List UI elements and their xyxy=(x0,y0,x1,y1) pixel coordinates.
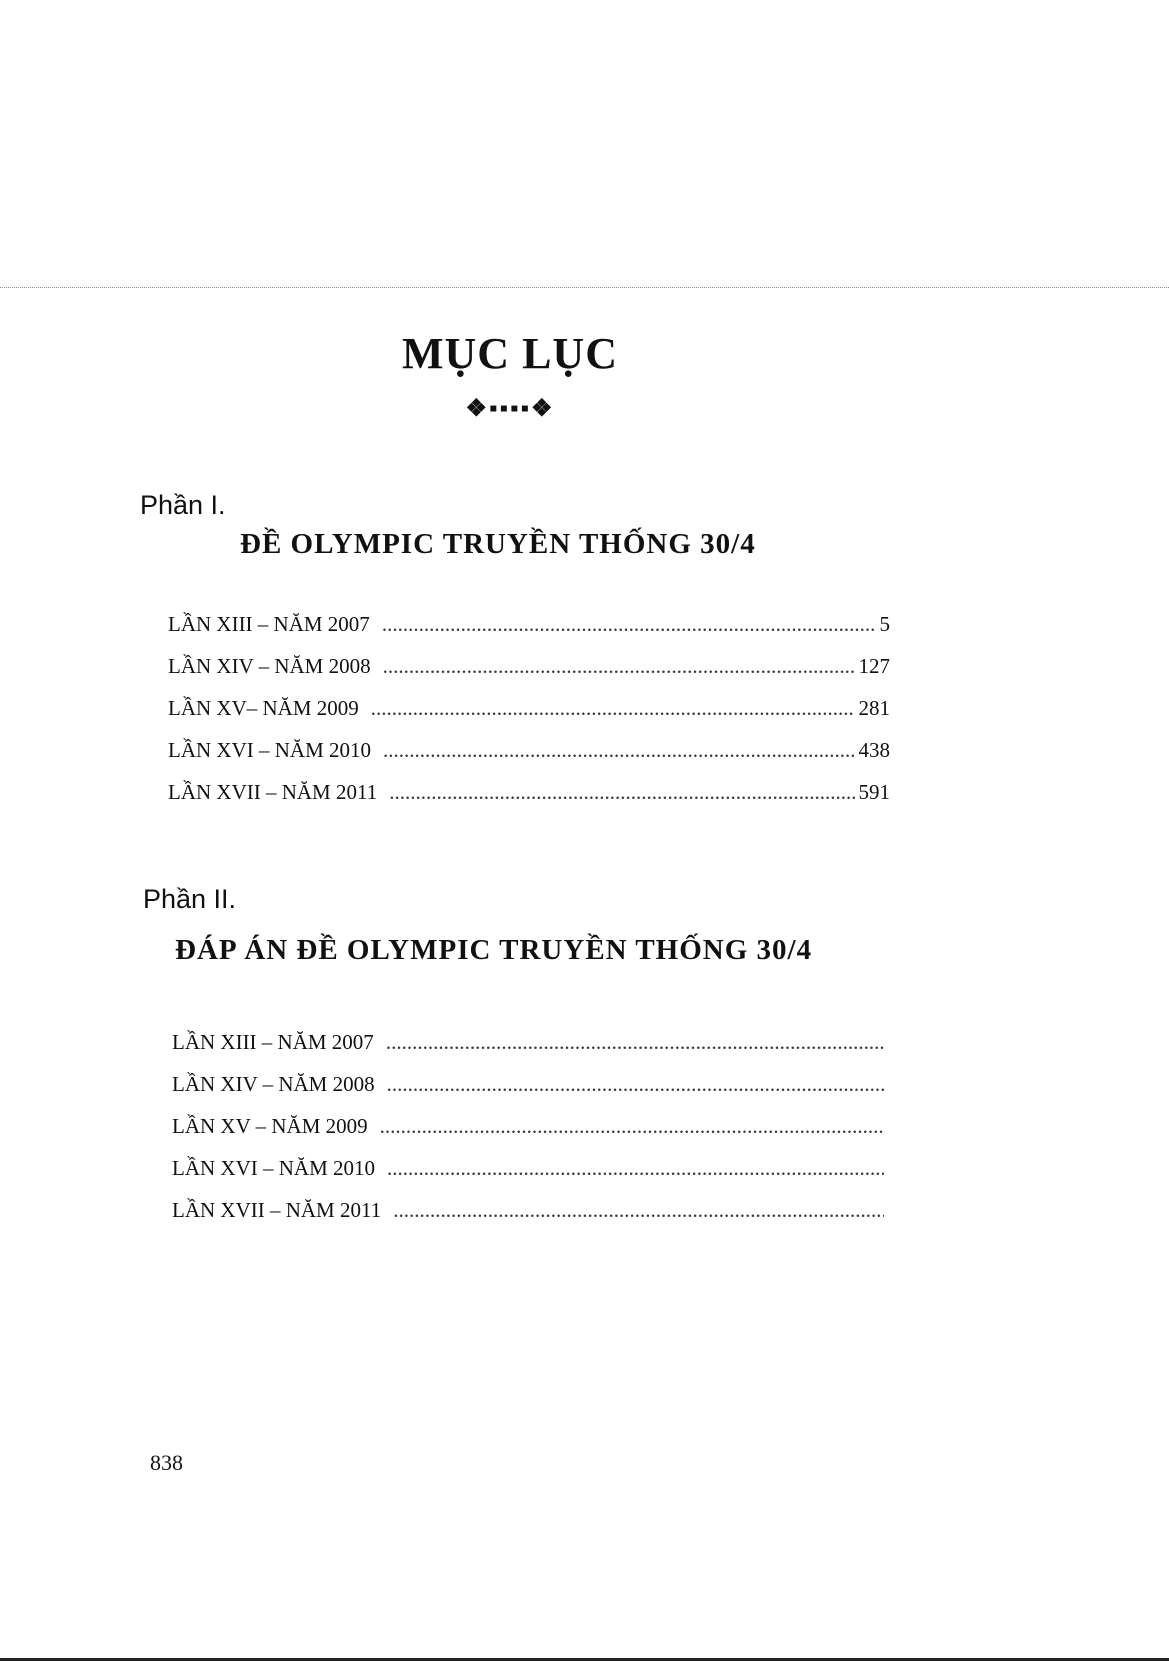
toc-leader-dots xyxy=(393,1198,884,1223)
toc-leader-dots xyxy=(382,612,876,637)
toc-entry-label: LẦN XVII – NĂM 2011 xyxy=(172,1198,382,1222)
part1-heading: ĐỀ OLYMPIC TRUYỀN THỐNG 30/4 xyxy=(240,528,756,560)
toc-leader-dots xyxy=(380,1114,884,1139)
part2-heading: ĐÁP ÁN ĐỀ OLYMPIC TRUYỀN THỐNG 30/4 xyxy=(175,934,813,966)
toc-entry[interactable] xyxy=(168,738,890,780)
toc-entry-page: 438 xyxy=(858,738,890,762)
toc-leader-dots xyxy=(386,1030,884,1055)
ornament-divider: ❖▪▪▪▪❖ xyxy=(465,396,555,422)
toc-entry-label: LẦN XVII – NĂM 2011 xyxy=(168,780,378,804)
toc-entry-label: LẦN XIV – NĂM 2008 xyxy=(168,654,371,678)
toc-entry[interactable] xyxy=(172,1156,888,1198)
toc-entry[interactable] xyxy=(172,1030,888,1072)
toc-entry-label: LẦN XVI – NĂM 2010 xyxy=(172,1156,375,1180)
toc-entry-label: LẦN XIII – NĂM 2007 xyxy=(168,612,370,636)
toc-leader-dots xyxy=(389,780,854,805)
toc-entry[interactable] xyxy=(168,654,890,696)
part2-toc-list xyxy=(172,1030,888,1240)
toc-entry[interactable] xyxy=(168,780,890,822)
toc-entry-label: LẦN XIV – NĂM 2008 xyxy=(172,1072,375,1096)
part2-label: Phần II. xyxy=(143,884,237,914)
toc-entry-label: LẦN XV – NĂM 2009 xyxy=(172,1114,368,1138)
toc-entry-page: 5 xyxy=(879,612,890,636)
toc-leader-dots xyxy=(371,696,855,721)
part1-toc-list xyxy=(168,612,890,822)
toc-entry[interactable] xyxy=(168,696,890,738)
page-title: MỤC LỤC xyxy=(402,329,618,378)
toc-entry[interactable] xyxy=(172,1072,888,1114)
toc-leader-dots xyxy=(387,1156,884,1181)
toc-entry[interactable] xyxy=(168,612,890,654)
toc-entry[interactable] xyxy=(172,1114,888,1156)
toc-leader-dots xyxy=(383,738,855,763)
toc-entry-label: LẦN XIII – NĂM 2007 xyxy=(172,1030,374,1054)
toc-entry-page: 591 xyxy=(858,780,890,804)
page-number: 838 xyxy=(150,1450,183,1475)
toc-leader-dots xyxy=(383,654,855,679)
toc-entry-page: 281 xyxy=(858,696,890,720)
toc-entry-label: LẦN XV– NĂM 2009 xyxy=(168,696,359,720)
toc-entry-label: LẦN XVI – NĂM 2010 xyxy=(168,738,371,762)
toc-entry-page: 127 xyxy=(858,654,890,678)
scan-dotted-line xyxy=(0,287,1169,288)
toc-entry[interactable] xyxy=(172,1198,888,1240)
toc-leader-dots xyxy=(387,1072,884,1097)
part1-label: Phần I. xyxy=(140,490,226,520)
